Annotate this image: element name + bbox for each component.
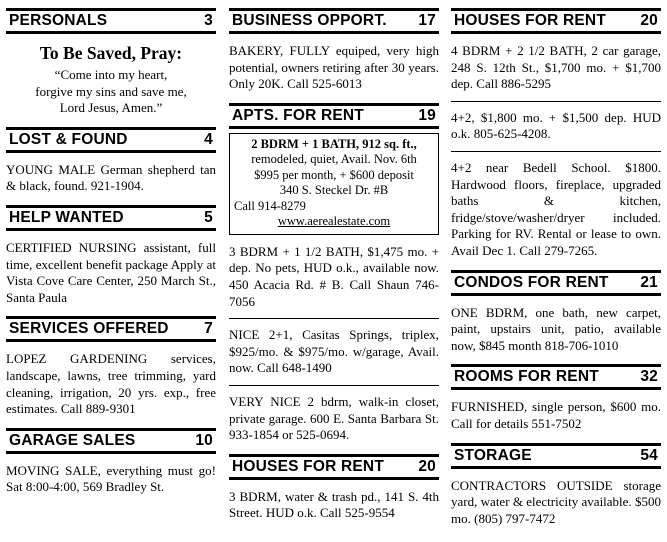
section-header-rooms-for-rent [451,364,661,390]
boxed-ad [229,133,439,235]
column-3 [451,0,661,527]
classified-ad: ONE BDRM, one bath, new carpet, paint, upstairs unit, patio, available now, $845 month 818-706-1010 [451,304,661,353]
classified-ad: CERTIFIED NURSING assistant, full time, excellent benefit package Apply at Vista Cove Care Center, 250 March St., Santa Paula [6,239,216,305]
section-header-lost-found [6,127,216,153]
section-header-help-wanted [6,205,216,231]
section-header-services-offered [6,316,216,342]
boxed-ad-line: $995 per month, + $600 deposit [254,167,414,182]
section-header-garage-sales [6,428,216,454]
boxed-ad-line: Call 914-8279 [234,198,306,213]
classified-ad: NICE 2+1, Casitas Springs, triplex, $925/mo. & $975/mo. w/garage, Avail. now. Call 648-1490 [229,318,439,377]
section-title: GARAGE SALES [9,431,136,449]
section-number: 7 [204,320,213,338]
classified-ad: 4+2, $1,800 mo. + $1,500 dep. HUD o.k. 805-625-4208. [451,101,661,143]
section-number: 32 [640,368,658,386]
prayer-line: forgive my sins and save me, [35,83,187,99]
prayer-title: To Be Saved, Pray: [39,43,183,63]
section-number: 10 [195,431,213,449]
section-header-houses-for-rent [451,8,661,34]
section-header-condos-for-rent [451,270,661,296]
boxed-ad-line: 340 S. Steckel Dr. #B [279,183,389,198]
website-link[interactable]: www.aerealestate.com [277,214,391,229]
section-header-business-opport [229,8,439,34]
column-1 [6,0,216,496]
section-header-houses-for-rent [229,454,439,480]
section-number: 4 [204,130,213,148]
classified-ad: 3 BDRM + 1 1/2 BATH, $1,475 mo. + dep. No pets, HUD o.k., available now. 450 Acacia Rd. # B. Call Shaun 746-7056 [229,243,439,309]
boxed-ad-line: remodeled, quiet, Avail. Nov. 6th [251,152,417,167]
classified-ad: 4 BDRM + 2 1/2 BATH, 2 car garage, 248 S. 12th St., $1,700 mo. + $1,700 dep. Call 886-5295 [451,43,661,92]
prayer-line: “Come into my heart, [54,67,168,82]
section-number: 3 [204,12,213,29]
section-title: ROOMS FOR RENT [454,368,599,386]
boxed-ad-line: 2 BDRM + 1 BATH, 912 sq. ft., [251,136,417,151]
classified-ad: BAKERY, FULLY equiped, very high potential, owners retiring after 30 years. Only 20K. Call 525-6013 [229,43,439,92]
classified-ad: CONTRACTORS OUTSIDE storage yard, water & electricity available. $500 mo. (805) 797-7472 [451,477,661,526]
section-title: CONDOS FOR RENT [454,273,609,291]
column-2 [229,0,439,522]
prayer-line: Lord Jesus, Amen.” [59,100,163,116]
classified-ad: MOVING SALE, everything must go! Sat 8:00-4:00, 569 Bradley St. [6,462,216,495]
section-title: LOST & FOUND [9,130,128,148]
section-header-storage [451,443,661,469]
section-title: BUSINESS OPPORT. [232,12,387,29]
section-number: 21 [640,273,658,291]
section-title: STORAGE [454,446,532,464]
section-number: 20 [640,12,658,29]
prayer-text [6,67,216,117]
section-title: HOUSES FOR RENT [232,457,384,475]
classified-ad: VERY NICE 2 bdrm, walk-in closet, private garage. 600 E. Santa Barbara St. 933-1854 or 525-0694. [229,385,439,444]
section-title: APTS. FOR RENT [232,106,364,124]
section-header-personals [6,8,216,34]
section-title: HOUSES FOR RENT [454,12,606,29]
section-number: 5 [204,208,213,226]
section-number: 17 [418,12,436,29]
classified-ad: FURNISHED, single person, $600 mo. Call for details 551-7502 [451,399,661,431]
section-number: 54 [640,446,658,464]
classified-ad: 3 BDRM, water & trash pd., 141 S. 4th Street. HUD o.k. Call 525-9554 [229,488,439,521]
classified-ad: YOUNG MALE German shepherd tan & black, found. 921-1904. [6,161,216,194]
section-header-apts-for-rent [229,103,439,129]
section-title: PERSONALS [9,12,108,29]
section-title: SERVICES OFFERED [9,320,169,338]
classified-ad: LOPEZ GARDENING services, landscape, lawns, tree trimming, yard cleaning, irrigation, 20 yrs. exp., free estimates. Call 889-9301 [6,351,216,417]
section-number: 20 [418,457,436,475]
section-title: HELP WANTED [9,208,124,226]
classified-ad: 4+2 near Bedell School. $1800. Hardwood floors, fireplace, upgraded baths & kitchen, fridge/stove/washer/dryer included. Parking for RV. Rental or lease to own. Avail Dec 1. Call 279-7265. [451,151,661,260]
section-number: 19 [418,106,436,124]
